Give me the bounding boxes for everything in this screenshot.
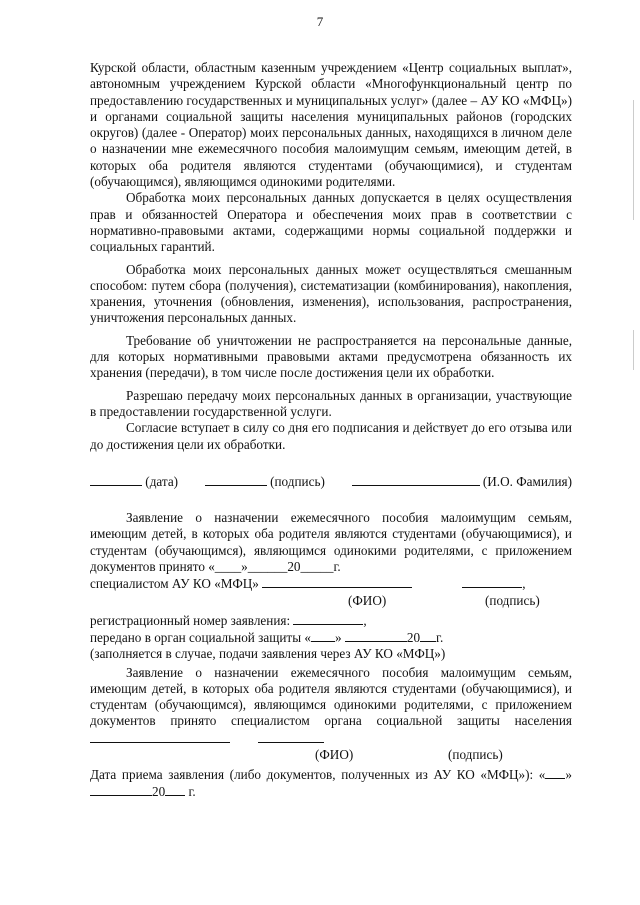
- paragraph-processing-purpose: Обработка моих персональных данных допускается в целях осуществления прав и обязанностей Оператора и обеспечения моих прав в соответствии с нормативно-правовыми актами, содержащими нормы социальной поддержки и социальных гарантий.: [90, 190, 572, 255]
- reception-date-mid: »: [565, 766, 572, 782]
- mfc-signature-caption: (подпись): [485, 592, 540, 608]
- paragraph-consent-scope: Курской области, областным казенным учреждением «Центр социальных выплат», автономным учреждением Курской области «Многофункциональный центр по предоставлению государственных и муниципальных услуг» (далее – АУ КО «МФЦ») и органами социальной защиты населения муниципальных районов (городских округов) (далее - Оператор) моих персональных данных, находящихся в личном деле о назначении мне ежемесячного пособия малоимущим семьям, имеющим детей, в которых оба родителя являются студентами (обучающимися), и студентам (обучающимся), являющимся одинокими родителями.: [90, 60, 572, 190]
- mfc-acceptance-text: Заявление о назначении ежемесячного пособия малоимущим семьям, имеющим детей, в которых оба родителя являются студентами (обучающимися), и студентам (обучающимся), являющимся одинокими родителями, с приложением документов принято «____»______20_____г.: [90, 510, 572, 575]
- page-number: 7: [316, 14, 324, 29]
- mfc-specialist-blank: [262, 575, 412, 588]
- reg-number-row: регистрационный номер заявления: ,: [90, 612, 367, 628]
- mfc-specialist-row: специалистом АУ КО «МФЦ» ,: [90, 576, 526, 592]
- scan-edge-mark: [633, 330, 634, 370]
- social-acceptance-text: [90, 665, 572, 747]
- mfc-signature-blank: [462, 575, 522, 588]
- passed-row: [90, 629, 572, 646]
- reception-year: 20: [152, 784, 166, 800]
- signature-blank: [205, 473, 267, 486]
- reg-number-label: регистрационный номер заявления:: [90, 612, 291, 628]
- name-caption: (И.О. Фамилия): [482, 473, 572, 489]
- reception-month-blank: [90, 783, 152, 796]
- paragraph-processing-method: Обработка моих персональных данных может осуществляться смешанным способом: путем сбора (получения), систематизации (комбинирования), накопления, хранения, уточнения (обновления, изменения), использования, распространения, уничтожения персональных данных.: [90, 261, 572, 326]
- date-caption: (дата): [145, 473, 179, 489]
- mfc-specialist-label: специалистом АУ КО «МФЦ»: [90, 576, 259, 592]
- mfc-caption-row: [90, 593, 572, 610]
- reception-date-line: [90, 766, 572, 801]
- signature-caption: (подпись): [270, 473, 325, 489]
- passed-mid: »: [334, 629, 342, 645]
- social-signature-blank: [258, 730, 324, 743]
- scan-edge-mark: [633, 100, 634, 220]
- mfc-fio-caption: (ФИО): [348, 592, 387, 608]
- name-blank: [352, 473, 480, 486]
- mfc-note: (заполняется в случае, подачи заявления через АУ КО «МФЦ»): [90, 646, 446, 662]
- document-body: [90, 60, 572, 801]
- passed-g: г.: [436, 629, 444, 645]
- paragraph-destruction: Требование об уничтожении не распространяется на персональные данные, для которых нормативными правовыми актами предусмотрена обязанность их хранения (передачи), в том числе после достижения цели их обработки.: [90, 332, 572, 381]
- passed-prefix: передано в орган социальной защиты «: [90, 629, 311, 645]
- paragraph-validity: Согласие вступает в силу со дня его подписания и действует до его отзыва или до достижения цели их обработки.: [90, 420, 572, 452]
- social-caption-row: [90, 747, 572, 764]
- reception-date-label: Дата приема заявления (либо документов, полученных из АУ КО «МФЦ»): «: [90, 766, 546, 782]
- signature-line: [90, 473, 572, 490]
- passed-year: 20: [406, 629, 421, 645]
- paragraph-transfer-permission: Разрешаю передачу моих персональных данных в организации, участвующие в предоставлении государственной услуги.: [90, 387, 572, 419]
- passed-month-blank: [345, 629, 407, 642]
- date-blank: [90, 473, 142, 486]
- passed-year-blank: [420, 629, 436, 642]
- social-fio-caption: (ФИО): [315, 746, 354, 762]
- passed-day-blank: [311, 629, 335, 642]
- social-specialist-blank: [90, 730, 230, 743]
- social-signature-caption: (подпись): [448, 746, 503, 762]
- social-acceptance-body: Заявление о назначении ежемесячного пособия малоимущим семьям, имеющим детей, в которых оба родителя являются студентами (обучающимися), и студентам (обучающимся), являющимся одинокими родителями, с приложением документов принято специалистом органа социальной защиты населения: [90, 664, 572, 729]
- reception-day-blank: [545, 766, 565, 779]
- reception-g: г.: [188, 784, 196, 800]
- reg-number-blank: [293, 612, 363, 625]
- reception-year-blank: [165, 783, 185, 796]
